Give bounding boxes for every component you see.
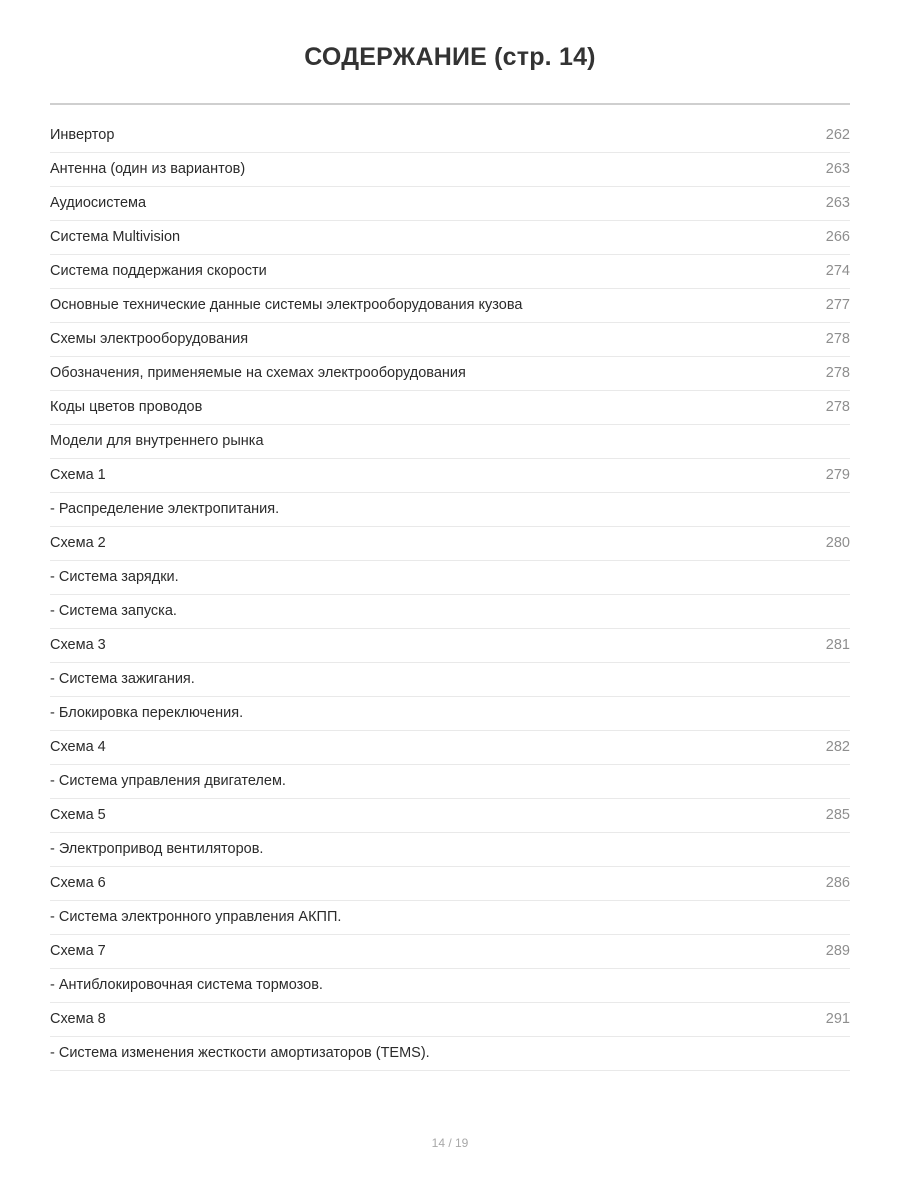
toc-entry[interactable] xyxy=(50,391,850,425)
toc-entry-label: - Система зарядки. xyxy=(50,569,179,585)
toc-entry-label: - Электропривод вентиляторов. xyxy=(50,841,264,857)
toc-entry-page-number: 286 xyxy=(825,875,850,891)
toc-entry-label: - Распределение электропитания. xyxy=(50,501,280,517)
toc-entry[interactable] xyxy=(50,935,850,969)
page-title: СОДЕРЖАНИЕ (стр. 14) xyxy=(304,43,596,71)
toc-entry[interactable] xyxy=(50,527,850,561)
toc-entry-label: Схема 5 xyxy=(50,807,106,823)
toc-entry-page-number: 277 xyxy=(825,297,850,313)
toc-entry-label: - Блокировка переключения. xyxy=(50,705,244,721)
toc-entry-label: Схема 1 xyxy=(50,467,106,483)
toc-entry-label: Обозначения, применяемые на схемах электрооборудования xyxy=(50,365,466,381)
toc-entry-label: Схема 7 xyxy=(50,943,106,959)
toc-entry[interactable] xyxy=(50,697,850,731)
toc-entry-page-number: 262 xyxy=(825,127,850,143)
page-footer: 14 / 19 xyxy=(431,1136,469,1150)
toc-entry-label: Схема 8 xyxy=(50,1011,106,1027)
toc-entry[interactable] xyxy=(50,289,850,323)
toc-entry-label: - Система изменения жесткости амортизаторов (TEMS). xyxy=(50,1045,430,1061)
toc-entry[interactable] xyxy=(50,561,850,595)
toc-entry[interactable] xyxy=(50,255,850,289)
toc-entry[interactable] xyxy=(50,731,850,765)
table-of-contents xyxy=(50,119,850,1071)
toc-entry[interactable] xyxy=(50,221,850,255)
toc-entry[interactable] xyxy=(50,493,850,527)
toc-entry[interactable] xyxy=(50,153,850,187)
toc-entry[interactable] xyxy=(50,765,850,799)
toc-entry-label: Инвертор xyxy=(50,127,115,143)
toc-entry[interactable] xyxy=(50,867,850,901)
toc-entry-label: - Система запуска. xyxy=(50,603,177,619)
toc-entry[interactable] xyxy=(50,187,850,221)
toc-entry[interactable] xyxy=(50,357,850,391)
toc-entry-label: - Антиблокировочная система тормозов. xyxy=(50,977,323,993)
toc-entry-label: - Система зажигания. xyxy=(50,671,195,687)
toc-entry-page-number: 281 xyxy=(825,637,850,653)
toc-entry-label: Модели для внутреннего рынка xyxy=(50,433,264,449)
toc-entry-label: Схемы электрооборудования xyxy=(50,331,249,347)
toc-entry-page-number: 291 xyxy=(825,1011,850,1027)
toc-entry-page-number: 278 xyxy=(825,399,850,415)
toc-entry-page-number: 263 xyxy=(825,161,850,177)
toc-entry-page-number: 279 xyxy=(825,467,850,483)
toc-entry-label: - Система электронного управления АКПП. xyxy=(50,909,342,925)
toc-entry-label: Схема 2 xyxy=(50,535,106,551)
toc-entry[interactable] xyxy=(50,1037,850,1071)
toc-entry[interactable] xyxy=(50,425,850,459)
toc-entry[interactable] xyxy=(50,595,850,629)
toc-entry[interactable] xyxy=(50,459,850,493)
toc-entry[interactable] xyxy=(50,119,850,153)
toc-entry-page-number: 280 xyxy=(825,535,850,551)
toc-entry[interactable] xyxy=(50,323,850,357)
toc-entry-page-number: 266 xyxy=(825,229,850,245)
toc-entry[interactable] xyxy=(50,969,850,1003)
toc-entry-label: - Система управления двигателем. xyxy=(50,773,286,789)
toc-entry[interactable] xyxy=(50,1003,850,1037)
toc-entry-page-number: 278 xyxy=(825,365,850,381)
toc-entry[interactable] xyxy=(50,799,850,833)
toc-entry[interactable] xyxy=(50,833,850,867)
toc-entry[interactable] xyxy=(50,901,850,935)
toc-entry-label: Система Multivision xyxy=(50,229,181,245)
toc-entry-label: Аудиосистема xyxy=(50,195,147,211)
toc-entry-label: Основные технические данные системы электрооборудования кузова xyxy=(50,297,523,313)
title-divider xyxy=(50,103,850,105)
toc-entry-label: Схема 4 xyxy=(50,739,106,755)
toc-entry-page-number: 289 xyxy=(825,943,850,959)
toc-entry-label: Коды цветов проводов xyxy=(50,399,203,415)
toc-entry-page-number: 274 xyxy=(825,263,850,279)
toc-entry-page-number: 263 xyxy=(825,195,850,211)
toc-entry-label: Система поддержания скорости xyxy=(50,263,267,279)
toc-entry-page-number: 285 xyxy=(825,807,850,823)
toc-entry[interactable] xyxy=(50,629,850,663)
toc-entry-page-number: 282 xyxy=(825,739,850,755)
toc-entry-label: Схема 6 xyxy=(50,875,106,891)
toc-entry-page-number: 278 xyxy=(825,331,850,347)
toc-entry-label: Схема 3 xyxy=(50,637,106,653)
toc-entry-label: Антенна (один из вариантов) xyxy=(50,161,246,177)
toc-entry[interactable] xyxy=(50,663,850,697)
